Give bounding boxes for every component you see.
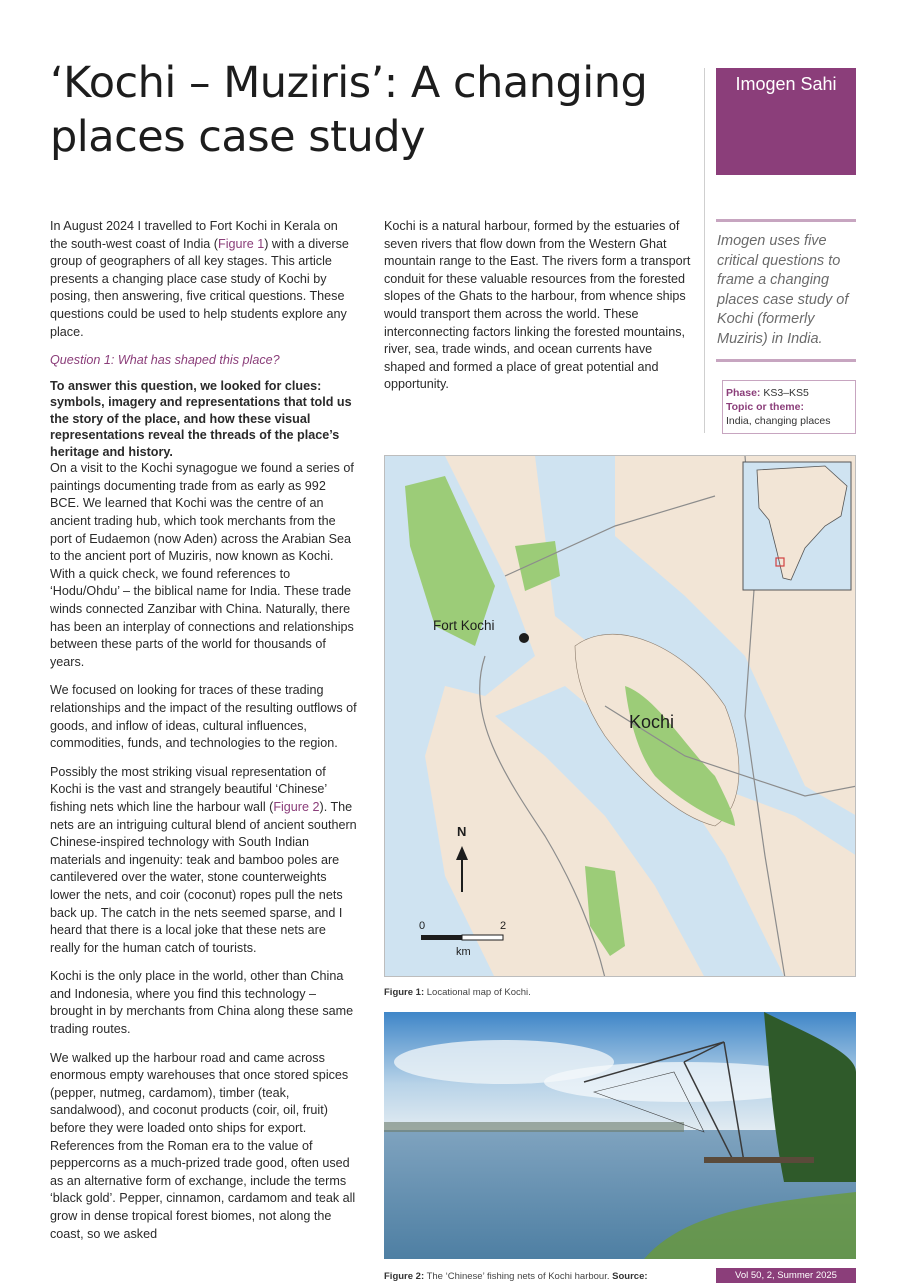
question-1-heading: Question 1: What has shaped this place? — [50, 353, 280, 368]
kochi-label: Kochi — [629, 712, 675, 732]
figure-1-caption-label: Figure 1: — [384, 987, 425, 998]
jetty — [704, 1157, 814, 1163]
phase-value: KS3–KS5 — [763, 387, 809, 399]
intro-text-b: ) with a diverse group of geographers of all key stages. This article presents a changing place case study of Kochi by posing, then answering, five critical questions. These questions could be used to help students explore any place. — [50, 236, 349, 339]
topic-label: Topic or theme: — [726, 401, 804, 413]
scale-zero: 0 — [419, 920, 426, 932]
nets-paragraph — [50, 764, 358, 958]
author-box — [716, 68, 856, 175]
figure-2-caption-label: Figure 2: — [384, 1271, 425, 1282]
map-svg — [385, 456, 856, 977]
nets-text-a: Possibly the most striking visual representation of Kochi is the vast and strangely beautiful ‘Chinese’ fishing nets which line the harbour wall ( — [50, 764, 327, 814]
scale-unit: km — [456, 946, 471, 958]
inset-map — [743, 462, 851, 590]
natural-harbour-paragraph: Kochi is a natural harbour, formed by the estuaries of seven rivers that flow down from the Western Ghat mountain range to the East. The rivers form a transport conduit for these valuable resources from the forested slopes of the Ghats to the harbour, from whence ships would transport them across the world. These interconnecting factors linking the forested mountains, river, sea, trade winds, and ocean currents have shaped and formed a place of great potential and opportunity. — [384, 219, 691, 392]
intro-paragraph — [50, 218, 358, 341]
topic-value: India, changing places — [726, 415, 831, 427]
traces-paragraph: We focused on looking for traces of these trading relationships and the impact of the resulting outflows of goods, and inflow of ideas, cultural influences, commodities, funds, and technologies to the region. — [50, 683, 357, 751]
nets-text-b: ). The nets are an intriguing cultural blend of ancient southern Chinese-inspired technology with South Indian materials and ingenuity: teak and bamboo poles are cantilevered over the water, stone counterweights lower the nets, and coir (coconut) ropes pull the nets back up. The catch in the nets seemed sparse, and I heard that there is a local joke that these nets are really for the human catch of tourists. — [50, 799, 357, 955]
standfirst-bottom-rule — [716, 359, 856, 362]
figure-1-map — [384, 455, 856, 977]
right-column — [384, 218, 694, 405]
harbour-road-paragraph: We walked up the harbour road and came across enormous empty warehouses that once stored spices (pepper, nutmeg, cardamom), timber (teak, sandalwood), and coconut products (coir, oil, fruit) before they were loaded onto ships for export. References from the Roman era to the value of peppercorns as a much-prized trade good, often used as an alternative form of exchange, include the terms ‘black gold’. Pepper, cinnamon, cardamom and teak all grow in dense tropical forest biomes, not along the coast, so we asked — [50, 1050, 356, 1241]
photo-svg — [384, 1012, 856, 1259]
author-name: Imogen Sahi — [735, 74, 837, 94]
figure-2-caption-text: The ‘Chinese’ fishing nets of Kochi harbour. — [426, 1271, 610, 1282]
synagogue-paragraph: On a visit to the Kochi synagogue we found a series of paintings documenting trade from as early as 992 BCE. We learned that Kochi was the centre of an ancient trading hub, which took merchants from the port of Eudaemon (now Aden) across the Arabian Sea to the ancient port of Muziris, now known as Kochi. With a quick check, we found references to ‘Hodu/Ohdu’ – the biblical name for India. These trade winds connected Zanzibar with China. Naturally, there has been an interplay of connections and relationships between these parts of the world for thousands of years. — [50, 461, 354, 669]
column-divider — [704, 68, 705, 433]
page-title: ‘Kochi – Muziris’: A changing places case study — [50, 58, 648, 162]
left-column — [50, 218, 358, 1254]
far-shore — [384, 1122, 684, 1132]
phase-label: Phase: — [726, 387, 761, 399]
fort-kochi-label: Fort Kochi — [433, 618, 495, 633]
figure1-link[interactable]: Figure 1 — [218, 236, 265, 251]
scale-bar-light — [462, 935, 503, 940]
standfirst-top-rule — [716, 219, 856, 222]
figure-2-caption — [384, 1271, 648, 1282]
scale-two: 2 — [500, 920, 507, 932]
issue-footer: Vol 50, 2, Summer 2025 — [716, 1268, 856, 1283]
fort-kochi-marker — [519, 633, 529, 643]
figure2-link[interactable]: Figure 2 — [273, 799, 320, 814]
intro-text-a: In August 2024 I travelled to Fort Kochi in Kerala on the south-west coast of India ( — [50, 219, 338, 251]
only-place-paragraph: Kochi is the only place in the world, other than China and Indonesia, where you find this technology – brought in by merchants from China along these same trading routes. — [50, 969, 354, 1037]
scale-bar-dark — [421, 935, 462, 940]
figure-2-photo — [384, 1012, 856, 1259]
standfirst: Imogen uses five critical questions to frame a changing places case study of Kochi (formerly Muziris) in India. — [717, 233, 849, 347]
figure-2-caption-source: Source: — [612, 1271, 648, 1282]
figure-1-caption — [384, 987, 531, 998]
figure-1-caption-text: Locational map of Kochi. — [426, 987, 531, 998]
north-label: N — [457, 824, 467, 839]
phase-box — [722, 380, 856, 434]
question-1-lead: To answer this question, we looked for clues: symbols, imagery and representations that told us the story of the place, and how these visual representations reveal the threads of the place’s heritage and history. — [50, 378, 352, 459]
